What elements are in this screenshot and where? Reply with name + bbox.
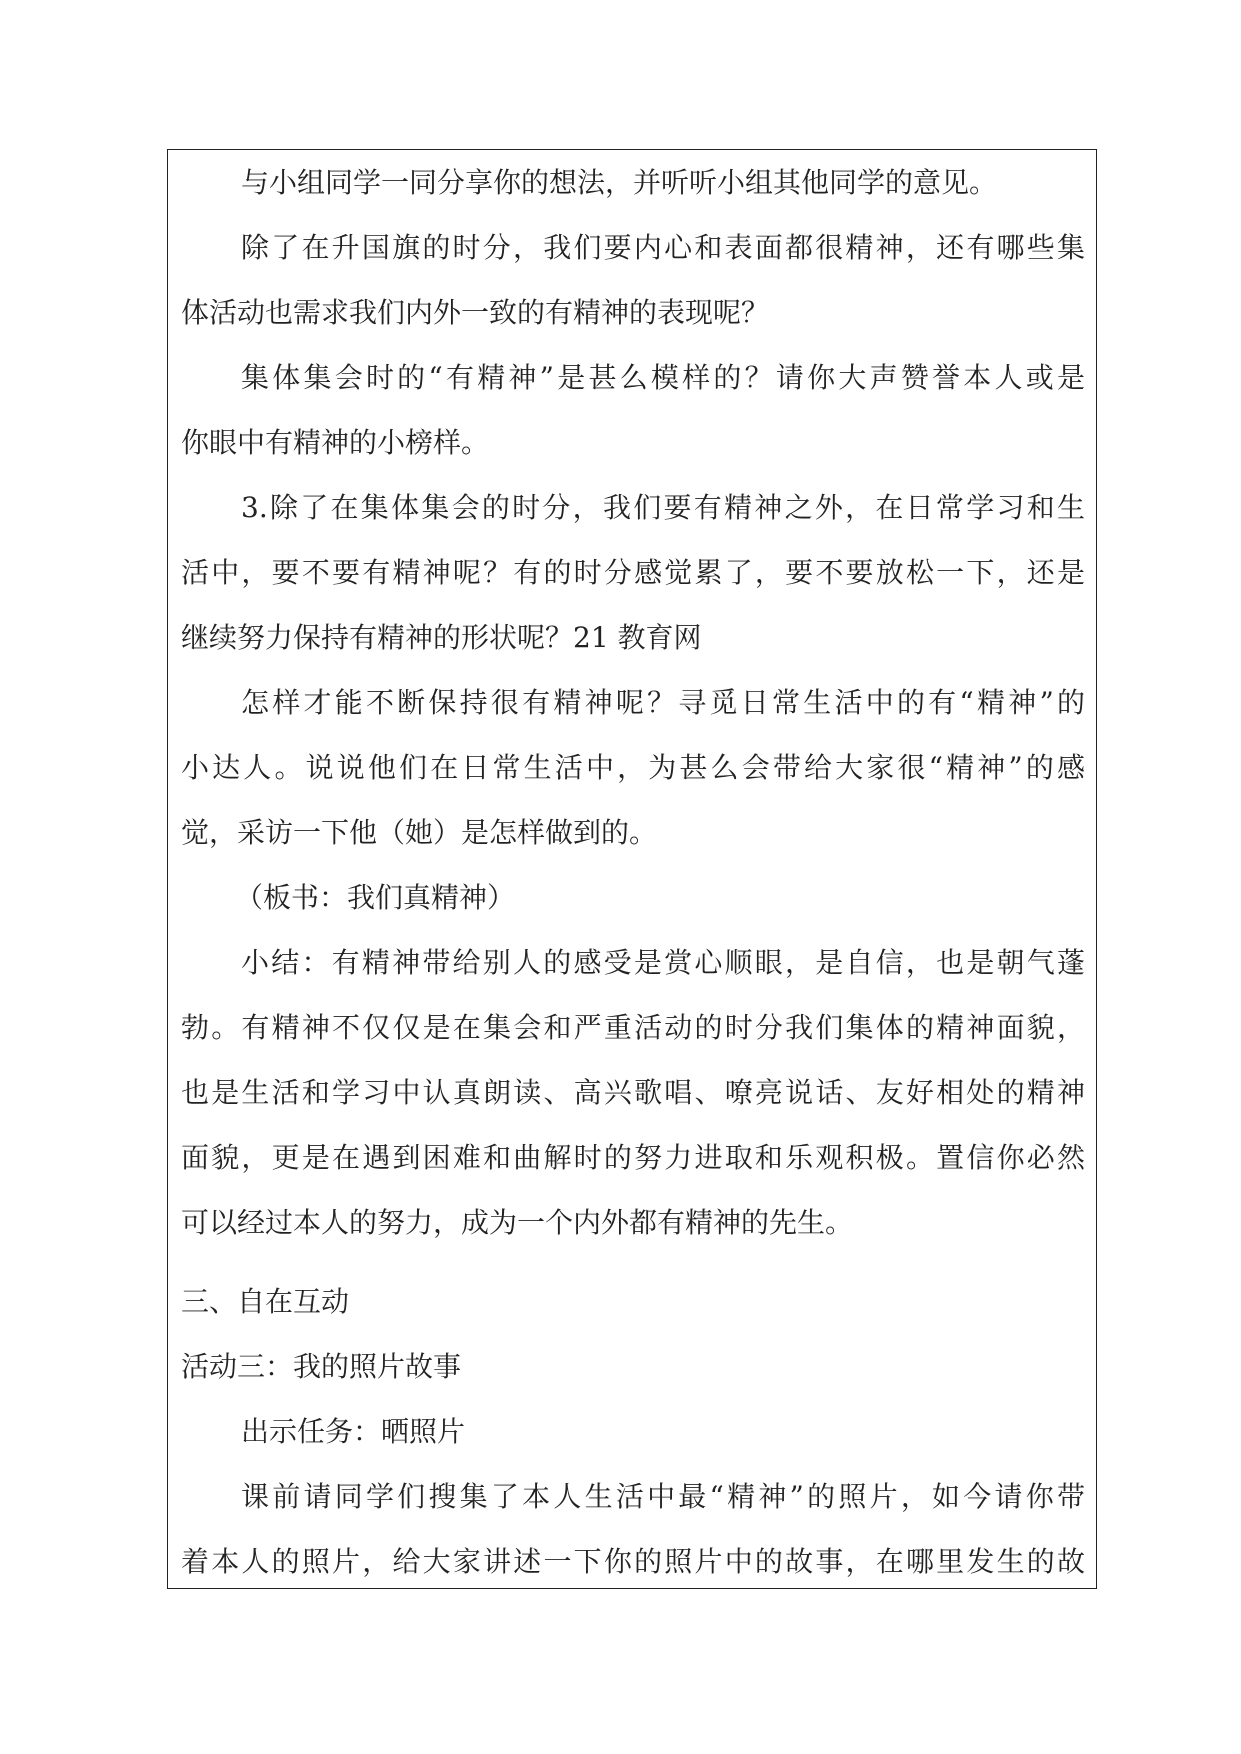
paragraph-line: 也是生活和学习中认真朗读、高兴歌唱、嘹亮说话、友好相处的精神 xyxy=(181,1076,1085,1109)
paragraph-line: 小达人。说说他们在日常生活中，为甚么会带给大家很“精神”的感 xyxy=(181,751,1085,784)
paragraph-line: 觉，采访一下他（她）是怎样做到的。 xyxy=(181,816,658,849)
paragraph-line: 面貌，更是在遇到困难和曲解时的努力进取和乐观积极。置信你必然 xyxy=(181,1141,1085,1174)
paragraph-line: 与小组同学一同分享你的想法，并听听小组其他同学的意见。 xyxy=(241,166,998,199)
paragraph-line: 可以经过本人的努力，成为一个内外都有精神的先生。 xyxy=(181,1206,854,1239)
paragraph-line: 勃。有精神不仅仅是在集会和严重活动的时分我们集体的精神面貌， xyxy=(181,1011,1085,1044)
paragraph-line: 怎样才能不断保持很有精神呢？寻觅日常生活中的有“精神”的 xyxy=(241,686,1085,719)
paragraph-line: 除了在升国旗的时分，我们要内心和表面都很精神，还有哪些集 xyxy=(241,231,1085,264)
paragraph-line: 活中，要不要有精神呢？有的时分感觉累了，要不要放松一下，还是 xyxy=(181,556,1085,589)
paragraph-line: 课前请同学们搜集了本人生活中最“精神”的照片，如今请你带 xyxy=(241,1480,1085,1513)
paragraph-line: 体活动也需求我们内外一致的有精神的表现呢？ xyxy=(181,296,770,329)
paragraph-line: 着本人的照片，给大家讲述一下你的照片中的故事，在哪里发生的故 xyxy=(181,1545,1085,1578)
section-heading: 三、自在互动 xyxy=(181,1285,350,1318)
paragraph-line: 集体集会时的“有精神”是甚么模样的？请你大声赞誉本人或是 xyxy=(241,361,1085,394)
activity-heading: 活动三：我的照片故事 xyxy=(181,1350,462,1383)
blackboard-note: （板书：我们真精神） xyxy=(235,881,516,914)
paragraph-line: 继续努力保持有精神的形状呢？21 教育网 xyxy=(181,621,702,654)
paragraph-line: 你眼中有精神的小榜样。 xyxy=(181,426,490,459)
task-line: 出示任务：晒照片 xyxy=(241,1415,466,1448)
paragraph-line: 小结：有精神带给别人的感受是赏心顺眼，是自信，也是朝气蓬 xyxy=(241,946,1085,979)
paragraph-line: 3.除了在集体集会的时分，我们要有精神之外，在日常学习和生 xyxy=(241,491,1085,524)
